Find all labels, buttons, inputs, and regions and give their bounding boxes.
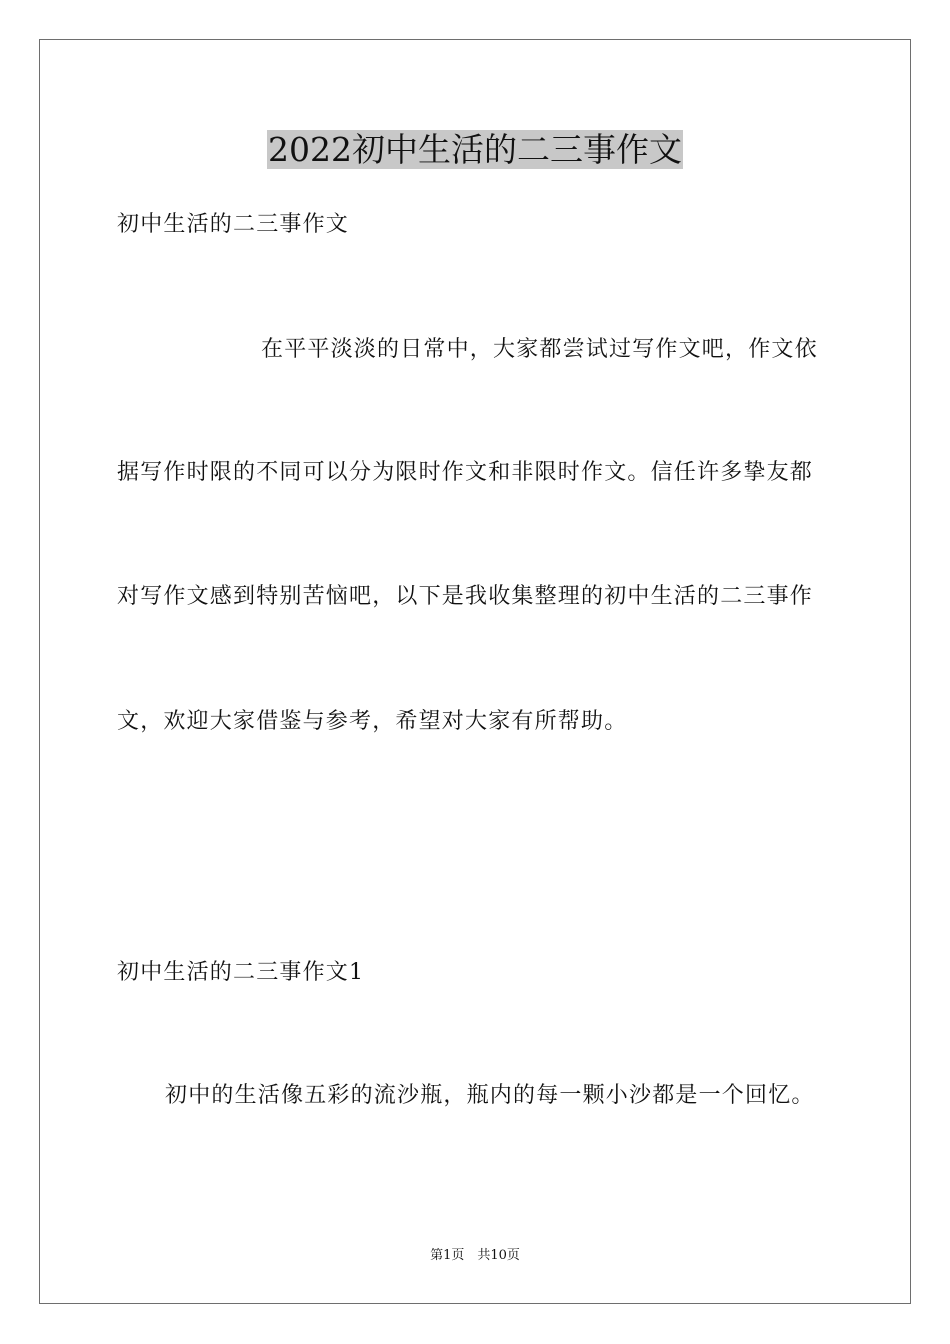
section-heading: 初中生活的二三事作文1	[117, 960, 365, 985]
intro-line-1: 在平平淡淡的日常中，大家都尝试过写作文吧，作文依	[261, 337, 818, 362]
document-title-text: 2022初中生活的二三事作文	[268, 130, 682, 169]
section-paragraph-line: 初中的生活像五彩的流沙瓶，瓶内的每一颗小沙都是一个回忆。	[165, 1083, 815, 1108]
intro-line-4: 文，欢迎大家借鉴与参考，希望对大家有所帮助。	[117, 709, 628, 734]
intro-line-3: 对写作文感到特别苦恼吧，以下是我收集整理的初中生活的二三事作	[117, 584, 814, 609]
document-subtitle: 初中生活的二三事作文	[117, 212, 350, 237]
document-title	[0, 127, 950, 173]
page-number-footer: 第1页 共10页	[430, 1248, 520, 1263]
intro-line-2: 据写作时限的不同可以分为限时作文和非限时作文。信任许多挚友都	[117, 460, 814, 485]
